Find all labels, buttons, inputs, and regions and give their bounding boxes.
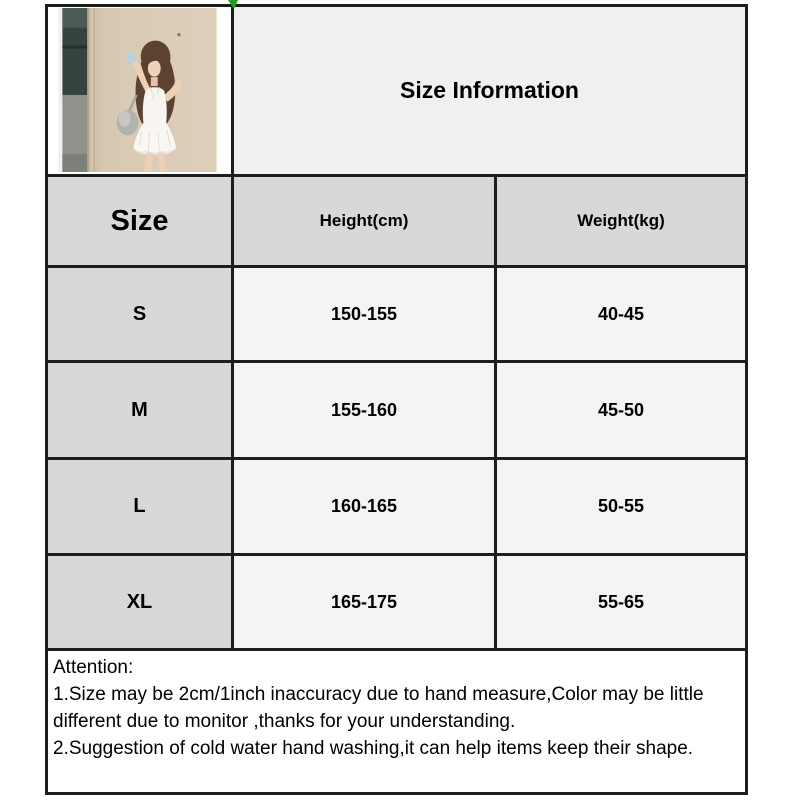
height-cell-s: 150-155 <box>234 268 494 360</box>
green-corner-marker-icon <box>228 0 239 10</box>
weight-cell-l: 50-55 <box>497 460 745 553</box>
attention-note-1: 1.Size may be 2cm/1inch inaccuracy due to hand measure,Color may be little different due to monitor ,thanks for your understanding. <box>53 684 704 732</box>
height-cell-l: 160-165 <box>234 460 494 553</box>
size-cell-xl: XL <box>48 556 231 648</box>
attention-note-2: 2.Suggestion of cold water hand washing,it can help items keep their shape. <box>53 738 694 759</box>
size-cell-m: M <box>48 363 231 457</box>
photo-window-strip <box>58 8 89 172</box>
attention-heading: Attention: <box>53 657 134 678</box>
size-cell-l: L <box>48 460 231 553</box>
size-info-sheet <box>45 4 748 795</box>
height-cell-xl: 165-175 <box>234 556 494 648</box>
height-cell-m: 155-160 <box>234 363 494 457</box>
col-header-size: Size <box>48 177 231 265</box>
weight-cell-m: 45-50 <box>497 363 745 457</box>
page-title: Size Information <box>234 7 745 174</box>
attention-box <box>48 651 745 792</box>
size-cell-s: S <box>48 268 231 360</box>
weight-cell-xl: 55-65 <box>497 556 745 648</box>
product-photo <box>48 7 231 174</box>
col-header-height: Height(cm) <box>234 177 494 265</box>
product-photo-illustration <box>58 8 217 172</box>
col-header-weight: Weight(kg) <box>497 177 745 265</box>
weight-cell-s: 40-45 <box>497 268 745 360</box>
